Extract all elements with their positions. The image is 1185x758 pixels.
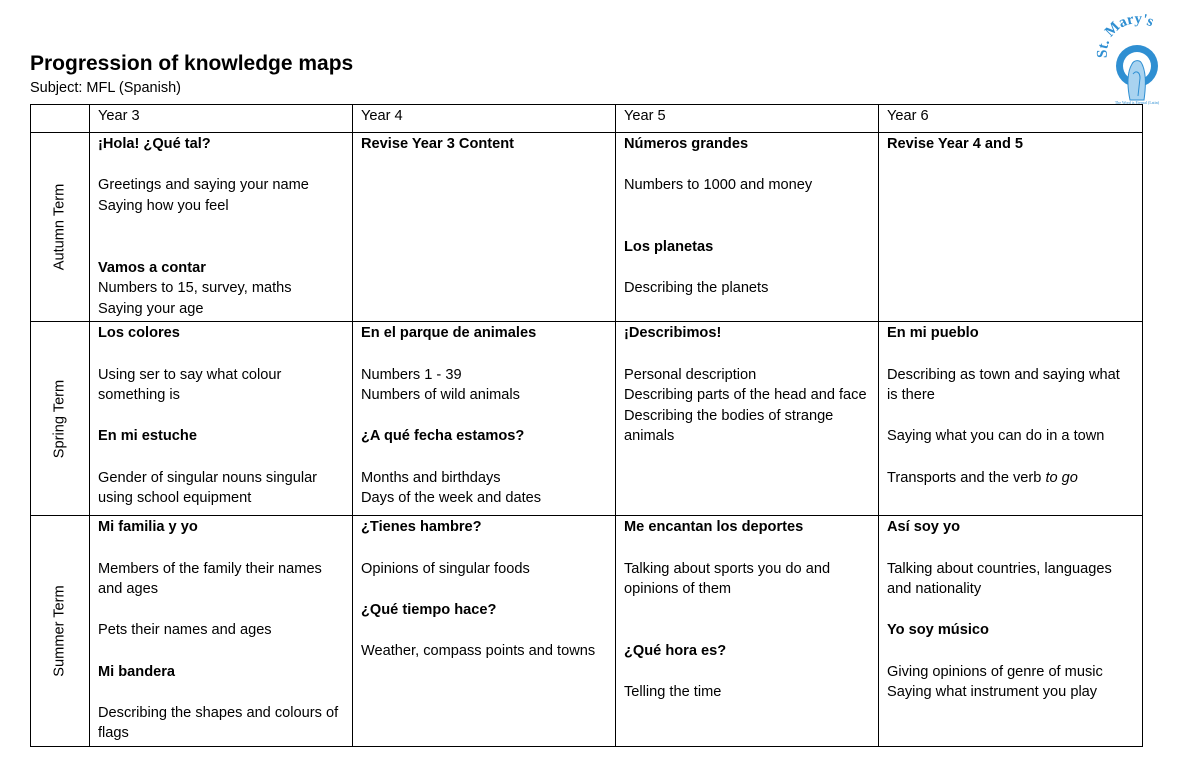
topic-detail: Numbers to 15, survey, maths bbox=[98, 280, 292, 297]
cell-autumn-year-3 bbox=[90, 133, 353, 322]
blank-line bbox=[361, 538, 607, 559]
blank-line bbox=[624, 620, 870, 641]
term-header-cell bbox=[31, 322, 90, 516]
blank-line bbox=[887, 344, 1134, 365]
topic-detail: Days of the week and dates bbox=[361, 490, 542, 507]
topic-detail: Weather, compass points and towns bbox=[361, 642, 596, 659]
subject-subtitle: Subject: MFL (Spanish) bbox=[30, 80, 181, 96]
logo-arc-text: St. Mary's bbox=[1096, 14, 1156, 59]
blank-line bbox=[98, 641, 344, 662]
topic-detail: Describing the bodies of strange animals bbox=[624, 407, 834, 445]
topic-heading: Me encantan los deportes bbox=[624, 519, 804, 536]
term-header-cell bbox=[31, 133, 90, 322]
topic-heading: Números grandes bbox=[624, 136, 749, 152]
blank-line bbox=[98, 344, 344, 365]
blank-line bbox=[98, 447, 344, 468]
blank-line bbox=[624, 216, 870, 237]
cell-summer-year-5 bbox=[616, 516, 879, 747]
topic-heading: Los colores bbox=[98, 325, 180, 342]
detail-emphasis: to go bbox=[1045, 469, 1078, 486]
topic-detail: Telling the time bbox=[624, 684, 722, 701]
blank-line bbox=[361, 447, 607, 468]
topic-detail bbox=[887, 468, 1134, 489]
topic-detail: Giving opinions of genre of music bbox=[887, 663, 1103, 680]
blank-line bbox=[624, 258, 870, 279]
topic-detail: Saying your age bbox=[98, 300, 204, 317]
topic-detail: Greetings and saying your name bbox=[98, 177, 309, 194]
topic-heading: ¡Hola! ¿Qué tal? bbox=[98, 136, 211, 152]
cell-spring-year-4 bbox=[353, 322, 616, 516]
column-header-year-4: Year 4 bbox=[353, 105, 616, 133]
topic-detail: Opinions of singular foods bbox=[361, 560, 530, 577]
madonna-silhouette-icon bbox=[1128, 61, 1145, 100]
topic-heading: Mi familia y yo bbox=[98, 519, 198, 536]
topic-heading: ¿Tienes hambre? bbox=[361, 519, 482, 536]
term-row-autumn bbox=[31, 133, 1143, 322]
topic-heading: Mi bandera bbox=[98, 663, 176, 680]
topic-heading: ¿Qué hora es? bbox=[624, 642, 727, 659]
blank-line bbox=[98, 600, 344, 621]
detail-text: Transports and the verb bbox=[887, 469, 1046, 486]
cell-spring-year-3 bbox=[90, 322, 353, 516]
topic-detail: Numbers of wild animals bbox=[361, 387, 520, 404]
school-logo bbox=[1096, 14, 1178, 106]
blank-line bbox=[887, 538, 1134, 559]
topic-detail: Personal description bbox=[624, 366, 757, 383]
blank-line bbox=[361, 406, 607, 427]
blank-line bbox=[98, 155, 344, 176]
topic-heading: En el parque de animales bbox=[361, 325, 537, 342]
column-header-year-3: Year 3 bbox=[90, 105, 353, 133]
topic-detail: Gender of singular nouns singular using school equipment bbox=[98, 469, 318, 507]
term-label-spring: Spring Term bbox=[51, 379, 68, 459]
blank-line bbox=[361, 620, 607, 641]
blank-line bbox=[98, 682, 344, 703]
blank-line bbox=[98, 216, 344, 237]
topic-heading: En mi pueblo bbox=[887, 325, 979, 342]
term-label-summer: Summer Term bbox=[51, 585, 68, 677]
blank-line bbox=[361, 579, 607, 600]
topic-detail: Talking about sports you do and opinions of them bbox=[624, 560, 831, 598]
topic-detail: Describing as town and saying what is there bbox=[887, 366, 1120, 404]
blank-line bbox=[98, 538, 344, 559]
blank-line bbox=[887, 641, 1134, 662]
topic-heading: Los planetas bbox=[624, 238, 714, 255]
cell-autumn-year-4 bbox=[353, 133, 616, 322]
cell-summer-year-3 bbox=[90, 516, 353, 747]
topic-detail: Months and birthdays bbox=[361, 469, 501, 486]
blank-line bbox=[98, 406, 344, 427]
topic-detail: Talking about countries, languages and nationality bbox=[887, 560, 1112, 598]
topic-detail: Numbers 1 - 39 bbox=[361, 366, 462, 383]
topic-heading: Yo soy músico bbox=[887, 622, 989, 639]
cell-summer-year-6 bbox=[879, 516, 1143, 747]
topic-heading: En mi estuche bbox=[98, 428, 197, 445]
topic-heading: ¿A qué fecha estamos? bbox=[361, 428, 525, 445]
topic-detail: Saying what you can do in a town bbox=[887, 428, 1105, 445]
cell-autumn-year-5 bbox=[616, 133, 879, 322]
cell-autumn-year-6 bbox=[879, 133, 1143, 322]
topic-detail: Pets their names and ages bbox=[98, 622, 272, 639]
blank-line bbox=[624, 600, 870, 621]
cell-spring-year-5 bbox=[616, 322, 879, 516]
term-label-autumn: Autumn Term bbox=[51, 183, 68, 271]
blank-line bbox=[624, 344, 870, 365]
blank-line bbox=[361, 344, 607, 365]
blank-line bbox=[887, 447, 1134, 468]
blank-line bbox=[887, 406, 1134, 427]
topic-detail: Describing parts of the head and face bbox=[624, 387, 867, 404]
topic-heading: Revise Year 3 Content bbox=[361, 136, 515, 152]
topic-detail: Saying how you feel bbox=[98, 197, 229, 214]
topic-heading: ¡Describimos! bbox=[624, 325, 722, 342]
topic-detail: Numbers to 1000 and money bbox=[624, 177, 813, 194]
topic-detail: Saying what instrument you play bbox=[887, 684, 1098, 701]
term-row-spring bbox=[31, 322, 1143, 516]
blank-line bbox=[624, 155, 870, 176]
column-header-year-6: Year 6 bbox=[879, 105, 1143, 133]
topic-detail: Describing the planets bbox=[624, 280, 769, 297]
page-title: Progression of knowledge maps bbox=[30, 52, 354, 75]
progression-table bbox=[30, 104, 1143, 747]
cell-summer-year-4 bbox=[353, 516, 616, 747]
term-header-cell bbox=[31, 516, 90, 747]
topic-heading: Revise Year 4 and 5 bbox=[887, 136, 1024, 152]
corner-cell bbox=[31, 105, 90, 133]
topic-detail: Describing the shapes and colours of flags bbox=[98, 704, 339, 742]
blank-line bbox=[624, 538, 870, 559]
topic-detail: Members of the family their names and ages bbox=[98, 560, 322, 598]
topic-heading: Vamos a contar bbox=[98, 259, 206, 276]
column-header-year-5: Year 5 bbox=[616, 105, 879, 133]
cell-spring-year-6 bbox=[879, 322, 1143, 516]
table-header-row bbox=[31, 105, 1143, 133]
blank-line bbox=[887, 600, 1134, 621]
topic-heading: ¿Qué tiempo hace? bbox=[361, 601, 497, 618]
blank-line bbox=[98, 237, 344, 258]
logo-tagline: The Word is Eternal (Latin) bbox=[1114, 100, 1160, 105]
topic-detail: Using ser to say what colour something is bbox=[98, 366, 282, 404]
topic-heading: Así soy yo bbox=[887, 519, 960, 536]
term-row-summer bbox=[31, 516, 1143, 747]
blank-line bbox=[624, 662, 870, 683]
blank-line bbox=[624, 196, 870, 217]
